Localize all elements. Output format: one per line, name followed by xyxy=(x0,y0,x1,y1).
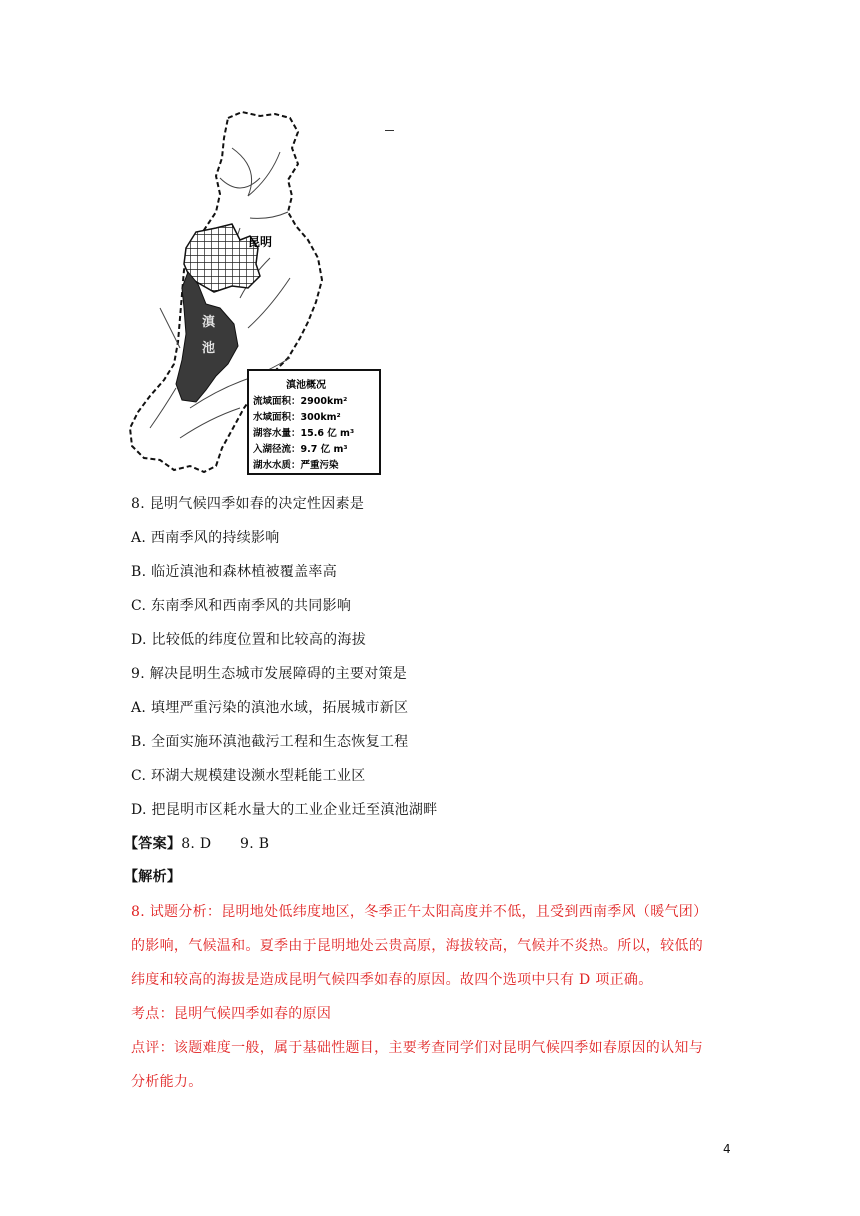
city-label: 昆明 xyxy=(248,235,273,249)
q8-option-d: D. 比较低的纬度位置和比较高的海拔 xyxy=(131,632,367,648)
answer-value: 8. D 9. B xyxy=(181,836,270,852)
legend-box xyxy=(248,370,380,474)
lake-label-1: 滇 xyxy=(202,315,216,330)
kaodian-line: 考点：昆明气候四季如春的原因 xyxy=(131,1006,332,1022)
q9-option-a: A. 填埋严重污染的滇池水域，拓展城市新区 xyxy=(131,700,409,716)
legend-row: 湖水水质：严重污染 xyxy=(253,460,339,471)
analysis-line: 的影响，气候温和。夏季由于昆明地处云贵高原，海拔较高，气候并不炎热。所以，较低的 xyxy=(131,938,703,954)
analysis-line: 纬度和较高的海拔是造成昆明气候四季如春的原因。故四个选项中只有 D 项正确。 xyxy=(131,972,653,988)
q8-option-a: A. 西南季风的持续影响 xyxy=(131,530,280,546)
legend-row: 水域面积：300km² xyxy=(253,412,341,423)
legend-row: 入湖径流：9.7 亿 m³ xyxy=(253,444,348,455)
answer-label: 【答案】 xyxy=(124,836,182,852)
lake-label-2: 池 xyxy=(202,341,216,356)
dianchi-lake xyxy=(176,272,238,402)
dianping-line: 点评：该题难度一般，属于基础性题目，主要考查同学们对昆明气候四季如春原因的认知与 xyxy=(131,1040,703,1056)
q9-option-b: B. 全面实施环滇池截污工程和生态恢复工程 xyxy=(131,734,409,750)
analysis-label: 【解析】 xyxy=(124,869,182,885)
analysis-line: 8. 试题分析：昆明地处低纬度地区，冬季正午太阳高度并不低，且受到西南季风（暖气团） xyxy=(131,904,708,920)
dianping-line: 分析能力。 xyxy=(131,1074,203,1090)
answer-line xyxy=(124,834,269,854)
legend-title: 滇池概况 xyxy=(286,380,326,391)
legend-row: 湖容水量：15.6 亿 m³ xyxy=(253,428,355,439)
q8-stem: 8. 昆明气候四季如春的决定性因素是 xyxy=(131,496,365,512)
dianchi-basin-map xyxy=(120,108,390,480)
q9-option-c: C. 环湖大规模建设濒水型耗能工业区 xyxy=(131,768,366,784)
stray-mark xyxy=(385,130,394,131)
legend-row: 流域面积：2900km² xyxy=(253,396,348,407)
q8-option-c: C. 东南季风和西南季风的共同影响 xyxy=(131,598,352,614)
q8-option-b: B. 临近滇池和森林植被覆盖率高 xyxy=(131,564,337,580)
q9-option-d: D. 把昆明市区耗水量大的工业企业迁至滇池湖畔 xyxy=(131,802,438,818)
page-number: 4 xyxy=(723,1142,731,1156)
q9-stem: 9. 解决昆明生态城市发展障碍的主要对策是 xyxy=(131,666,408,682)
